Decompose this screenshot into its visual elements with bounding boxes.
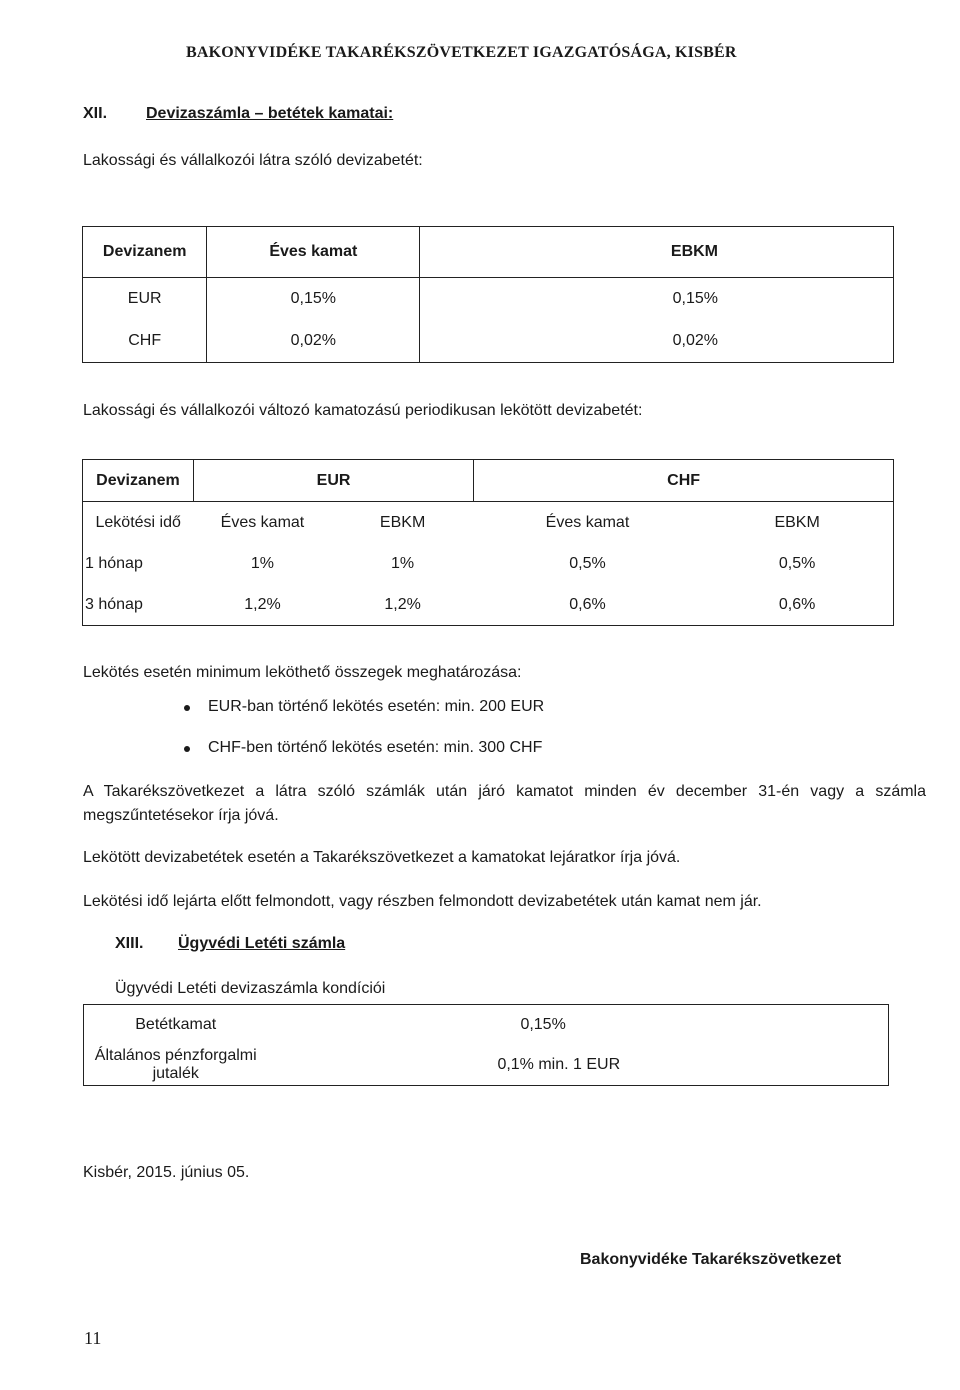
table-cell: CHF [83,320,207,363]
section-title: Devizaszámla – betétek kamatai: [146,105,394,122]
subtitle-sight-deposit: Lakossági és vállalkozói látra szóló devizabetét: [83,152,423,169]
section-title: Ügyvédi Letéti számla [178,935,346,952]
table-cell: Általános pénzforgalmi jutalék [84,1045,268,1086]
section-number: XII. [83,105,108,122]
table-cell: EBKM [701,502,893,544]
subtitle-escrow-account: Ügyvédi Letéti devizaszámla kondíciói [115,980,386,997]
table-cell: 0,1% min. 1 EUR [267,1045,888,1086]
bullet-icon [184,746,190,752]
table-cell: Éves kamat [193,502,331,544]
table-header-cell: EUR [193,460,473,502]
table-cell: 0,6% [474,584,702,626]
table-cell: 1 hónap [83,543,194,584]
page-number: 11 [84,1328,102,1348]
table-cell: 1% [250,554,275,572]
fixed-deposit-table [82,459,894,626]
table-cell: 0,5% [569,554,606,572]
place-date: Kisbér, 2015. június 05. [83,1164,250,1181]
bullet-icon [184,705,190,711]
signature: Bakonyvidéke Takarékszövetkezet [580,1251,842,1268]
table-header-cell: CHF [474,460,894,502]
table-cell: 1,2% [332,584,474,626]
paragraph-interest-credit: A Takarékszövetkezet a látra szóló számlák után járó kamatot minden év december 31-én vagy a számla megszűntetésekor írja jóvá. [83,783,926,824]
table-cell: 0,02% [420,320,894,363]
section-number: XIII. [115,935,144,952]
table-cell: 0,02% [207,320,420,363]
escrow-table [83,1004,889,1086]
table-cell: 0,5% [701,543,893,584]
table-header-row [83,227,894,278]
table-cell: Éves kamat [474,502,702,544]
table-cell: 0,15% [420,278,894,321]
table-row [84,1045,889,1086]
table-subheader-row [83,502,894,544]
table-row [83,278,894,321]
page-header-title: BAKONYVIDÉKE TAKARÉKSZÖVETKEZET IGAZGATÓSÁGA, KISBÉR [186,44,737,61]
table-cell: Betétkamat [84,1005,268,1046]
table-cell: 3 hónap [83,584,194,626]
subtitle-fixed-deposit: Lakossági és vállalkozói változó kamatozású periodikusan lekötött devizabetét: [83,402,643,419]
table-cell: 0,15% [267,1005,888,1046]
table-cell: 1% [391,554,415,572]
table-cell: 0,15% [207,278,420,321]
table-row [83,543,894,584]
table-header-cell: EBKM [420,227,894,278]
table-cell: 1,2% [193,584,331,626]
list-item-text: CHF-ben történő lekötés esetén: min. 300 CHF [208,739,543,756]
table-header-cell: Devizanem [83,227,207,278]
table-cell: 0,6% [701,584,893,626]
table-cell: EBKM [332,502,474,544]
paragraph-early-termination: Lekötési idő lejárta előtt felmondott, vagy részben felmondott devizabetétek után kamat nem jár. [83,893,762,910]
table-row [83,320,894,363]
sight-deposit-table [82,226,894,363]
table-header-row [83,460,894,502]
table-header-cell: Devizanem [83,460,194,502]
table-header-cell: Éves kamat [207,227,420,278]
list-item-text: EUR-ban történő lekötés esetén: min. 200 EUR [208,698,545,715]
paragraph-fixed-interest: Lekötött devizabetétek esetén a Takarékszövetkezet a kamatokat lejáratkor írja jóvá. [83,849,681,866]
table-row [83,584,894,626]
table-cell: Lekötési idő [83,502,194,544]
table-row [84,1005,889,1046]
table-cell: EUR [83,278,207,321]
minimum-amounts-title: Lekötés esetén minimum leköthető összegek meghatározása: [83,664,522,681]
